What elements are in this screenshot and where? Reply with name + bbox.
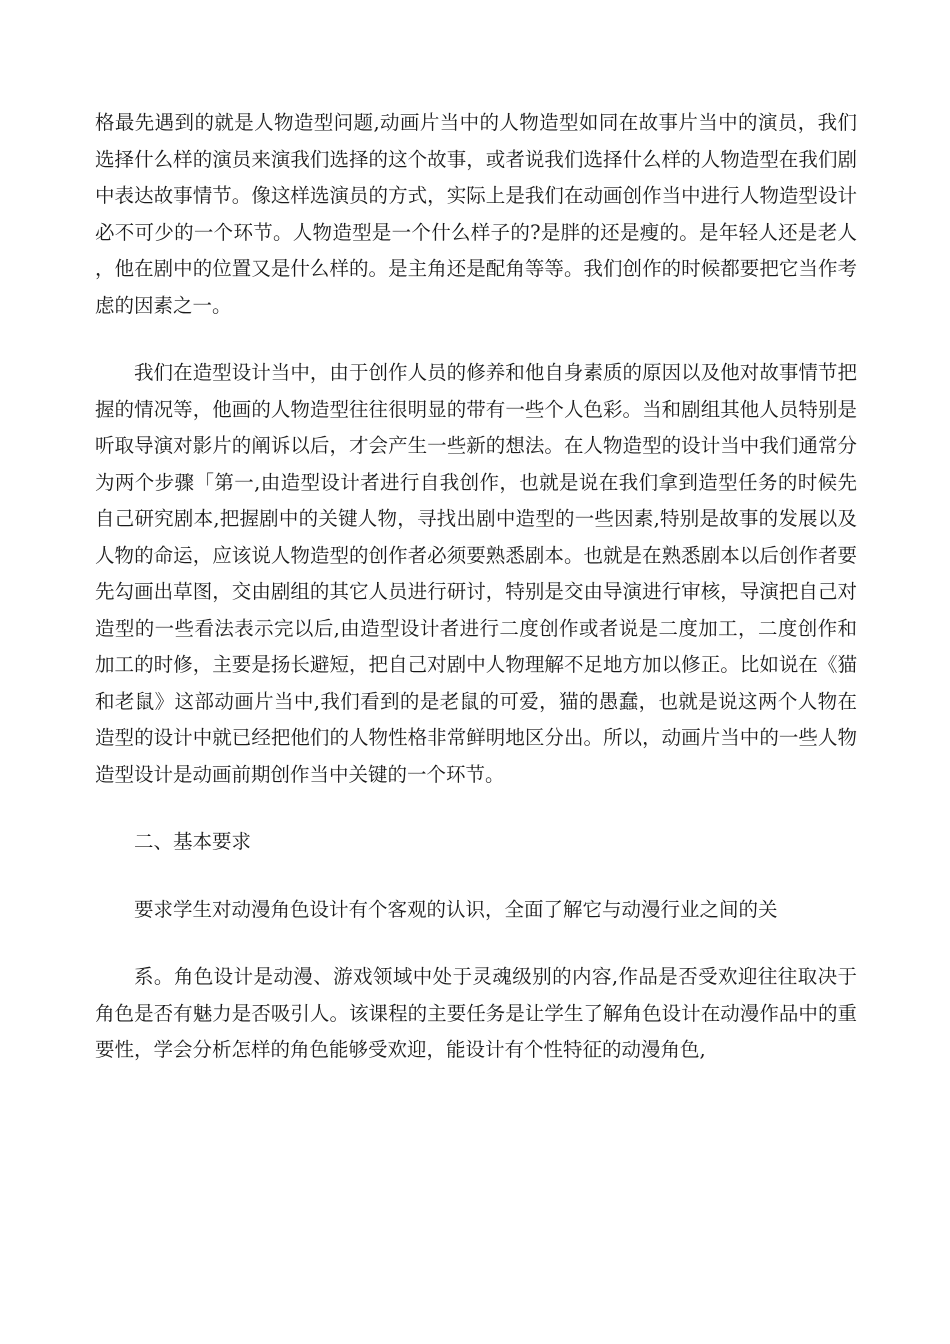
section-heading-basic-requirements: 二、基本要求 [134,830,252,853]
paragraph-character-design-process: 我们在造型设计当中，由于创作人员的修养和他自身素质的原因以及他对故事情节把握的情况等，他画的人物造型往往很明显的带有一些个人色彩。当和剧组其他人员特别是听取导演对影片的阐诉以后，才会产生一些新的想法。在人物造型的设计当中我们通常分为两个步骤「第一,由造型设计者进行自我创作，也就是说在我们拿到造型任务的时候先自己研究剧本,把握剧中的关键人物，寻找出剧中造型的一些因素,特别是故事的发展以及人物的命运，应该说人物造型的创作者必须要熟悉剧本。也就是在熟悉剧本以后创作者要先勾画出草图，交由剧组的其它人员进行研讨，特别是交由导演进行审核，导演把自己对造型的一些看法表示完以后,由造型设计者进行二度创作或者说是二度加工，二度创作和加工的时修，主要是扬长避短，把自己对剧中人物理解不足地方加以修正。比如说在《猫和老鼠》这部动画片当中,我们看到的是老鼠的可爱，猫的愚蠢，也就是说这两个人物在造型的设计中就已经把他们的人物性格非常鲜明地区分出。所以，动画片当中的一些人物造型设计是动画前期创作当中关键的一个环节。 [95,361,857,786]
document-body [95,105,857,1069]
paragraph-continuation: 格最先遇到的就是人物造型问题,动画片当中的人物造型如同在故事片当中的演员，我们选择什么样的演员来演我们选择的这个故事，或者说我们选择什么样的人物造型在我们剧中表达故事情节。像这样选演员的方式，实际上是我们在动画创作当中进行人物造型设计必不可少的一个环节。人物造型是一个什么样子的?是胖的还是瘦的。是年轻人还是老人，他在剧中的位置又是什么样的。是主角还是配角等等。我们创作的时候都要把它当作考虑的因素之一。 [95,111,857,317]
paragraph-requirements-intro: 要求学生对动漫角色设计有个客观的认识，全面了解它与动漫行业之间的关 [134,897,778,921]
paragraph-requirements-detail: 系。角色设计是动漫、游戏领域中处于灵魂级别的内容,作品是否受欢迎往往取决于角色是否有魅力是否吸引人。该课程的主要任务是让学生了解角色设计在动漫作品中的重要性，学会分析怎样的角色能够受欢迎，能设计有个性特征的动漫角色, [95,965,857,1061]
